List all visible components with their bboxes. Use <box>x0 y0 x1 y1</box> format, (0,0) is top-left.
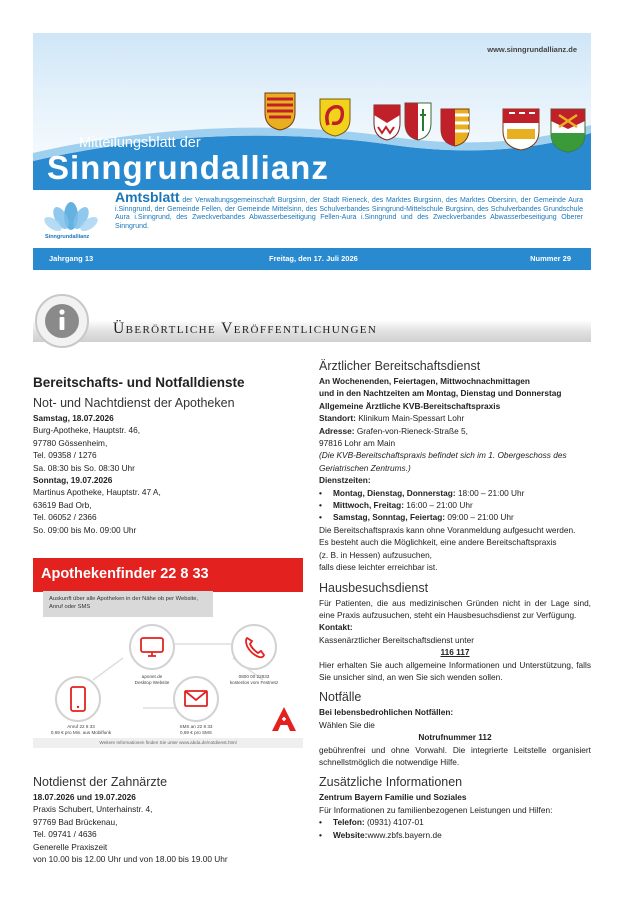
zahnaerzte-line: Praxis Schubert, Unterhainstr. 4, <box>33 804 153 815</box>
amtsblatt-text: der Verwaltungsgemeinschaft Burgsinn, der Stadt Rieneck, des Marktes Burgsinn, des Marktes Obersinn, der Gemeinde Aura i.Sinngrund, der Gemeinde Fellen, der Gemeinde Mittelsinn, des Schulverbandes Sinngrund-Mittelschule Burgsinn, des Schulverbandes Grundschule Aura i.Sinngrund, des Zweckverbandes Abwasserbeseitigung Fellen-Aura i.Sinngrund und des Zweckverbandes Abwasserbeseitigung Oberer Sinngrund. <box>115 197 583 230</box>
hausbesuch-text-2: Hier erhalten Sie auch allgemeine Informationen und Unterstützung, falls Sie unsicher sind, an wen Sie sich wenden sollen. <box>319 659 591 682</box>
zahnaerzte-line: Tel. 09741 / 4636 <box>33 829 97 840</box>
apotheken-heading: Not- und Nachtdienst der Apotheken <box>33 396 235 410</box>
dienstzeit-item: • Mittwoch, Freitag: 16:00 – 21:00 Uhr <box>319 500 473 511</box>
section-title: Überörtliche Veröffentlichungen <box>113 320 378 337</box>
zahnaerzte-line: Generelle Praxiszeit <box>33 841 108 852</box>
crest-1 <box>263 91 297 131</box>
ad-caption: aponet.de Desktop Website <box>134 674 170 685</box>
phone-icon <box>231 624 277 670</box>
arzt-after-line: (z. B. in Hessen) aufzusuchen, <box>319 549 432 560</box>
ad-title: Apothekenfinder 22 8 33 <box>41 566 209 582</box>
notfaelle-bold: Bei lebensbedrohlichen Notfällen: <box>319 707 454 718</box>
apothekenfinder-ad <box>33 558 303 753</box>
notruf-number: Notrufnummer 112 <box>418 732 492 743</box>
arzt-after-line: falls diese leichter erreichbar ist. <box>319 562 438 573</box>
ad-header <box>33 558 303 592</box>
monitor-icon <box>129 624 175 670</box>
kontakt-label: Kontakt: <box>319 622 353 633</box>
crest-3 <box>372 103 402 141</box>
arzt-bold-line: An Wochenenden, Feiertagen, Mittwochnachmittagen <box>319 376 530 386</box>
dienstzeit-item: • Montag, Dienstag, Donnerstag: 18:00 – 21:00 Uhr <box>319 487 525 498</box>
notfaelle-heading: Notfälle <box>319 690 362 705</box>
hausbesuch-heading: Hausbesuchsdienst <box>319 580 429 595</box>
apotheke-2-line: Martinus Apotheke, Hauptstr. 47 A, <box>33 487 161 498</box>
apotheke-1-line: 97780 Gössenheim, <box>33 437 108 448</box>
logo-caption: Sinngrundallianz <box>45 234 90 240</box>
amtsblatt-heading: Amtsblatt <box>115 189 180 205</box>
apotheke-date-1: Samstag, 18.07.2026 <box>33 413 114 423</box>
masthead-title: Sinngrundallianz <box>47 149 329 186</box>
arzt-after-line: Die Bereitschaftspraxis kann ohne Voranmeldung aufgesucht werden. <box>319 524 576 535</box>
ad-description: Auskunft über alle Apotheken in der Nähe ob per Website, Anruf oder SMS <box>43 591 213 617</box>
apotheke-1-line: Tel. 09358 / 1276 <box>33 450 97 461</box>
bereitschaft-number: 116 117 <box>440 647 470 658</box>
website-url: www.sinngrundallianz.de <box>487 45 577 54</box>
zusatz-item: • Telefon: (0931) 4107-01 <box>319 817 424 828</box>
zahnaerzte-line: von 10.00 bis 12.00 Uhr und von 18.00 bis 19.00 Uhr <box>33 854 228 865</box>
apotheke-2-line: Tel. 06052 / 2366 <box>33 512 97 523</box>
ad-footer: Weitere Informationen finden Sie unter www.abda.de/notdienst.html <box>33 738 303 748</box>
ad-caption: Anruf 22 8 33 0,69 € pro Min. aus Mobilfunk <box>50 724 112 735</box>
masthead <box>33 33 591 190</box>
info-icon <box>34 293 90 349</box>
notdienste-heading: Bereitschafts- und Notfalldienste <box>33 375 245 390</box>
amtsblatt-description <box>115 189 583 231</box>
zusatz-heading: Zusätzliche Informationen <box>319 775 463 790</box>
arzt-note: (Die KVB-Bereitschaftspraxis befindet sich im 1. Obergeschoss des Geriatrischen Zentrums.) <box>319 450 567 473</box>
zahnaerzte-line: 97769 Bad Brückenau, <box>33 816 118 827</box>
jahrgang: Jahrgang 13 <box>49 254 94 263</box>
apotheke-1-line: Burg-Apotheke, Hauptstr. 46, <box>33 425 141 436</box>
left-column <box>33 374 303 536</box>
crest-6 <box>501 107 541 151</box>
ad-caption: 0800 00 22833 kostenlos vom Festnetz <box>229 674 279 685</box>
dienstzeit-item: • Samstag, Sonntag, Feiertag: 09:00 – 21:00 Uhr <box>319 512 514 523</box>
zahnaerzte-block <box>33 774 303 865</box>
crest-5 <box>439 107 471 147</box>
envelope-icon <box>173 676 219 722</box>
arzt-adresse: Adresse: Grafen-von-Rieneck-Straße 5, <box>319 425 468 436</box>
arzt-heading: Ärztlicher Bereitschaftsdienst <box>319 359 481 373</box>
dienstzeiten-label: Dienstzeiten: <box>319 475 371 486</box>
notfaelle-text: gebührenfrei und ohne Vorwahl. Die integrierte Leitstelle organisiert schnellstmöglich die notwendige Hilfe. <box>319 744 591 767</box>
notfaelle-line: Wählen Sie die <box>319 719 375 730</box>
right-column <box>319 358 591 841</box>
zahnaerzte-heading: Notdienst der Zahnärzte <box>33 775 168 789</box>
zusatz-text: Für Informationen zu familienbezogenen Leistungen und Hilfen: <box>319 804 553 815</box>
amtsblatt-block <box>33 190 591 246</box>
apotheke-2-line: So. 09:00 bis Mo. 09:00 Uhr <box>33 524 137 535</box>
hausbesuch-text: Für Patienten, die aus medizinischen Gründen nicht in der Lage sind, eine Praxis aufzusuchen, steht ein Hausbesuchsdienst zur Verfügung. <box>319 597 591 620</box>
ad-caption: SMS an 22 8 33 0,69 € pro SMS <box>179 724 213 735</box>
crest-4 <box>403 101 433 141</box>
arzt-ort: 97816 Lohr am Main <box>319 438 396 449</box>
apotheke-2-line: 63619 Bad Orb, <box>33 499 92 510</box>
arzt-bold-line: Allgemeine Ärztliche KVB-Bereitschaftspraxis <box>319 400 501 411</box>
issue-date: Freitag, den 17. Juli 2026 <box>269 254 358 263</box>
apotheke-date-2: Sonntag, 19.07.2026 <box>33 475 113 486</box>
mobile-icon <box>55 676 101 722</box>
issue-info-bar <box>33 248 591 270</box>
crest-2 <box>318 97 352 137</box>
zahnaerzte-date: 18.07.2026 und 19.07.2026 <box>33 792 136 802</box>
issue-number: Nummer 29 <box>530 254 571 263</box>
kontakt-text: Kassenärztlicher Bereitschaftsdienst unter <box>319 634 474 645</box>
apotheke-1-line: Sa. 08:30 bis So. 08:30 Uhr <box>33 462 135 473</box>
arzt-bold-line: und in den Nachtzeiten am Montag, Dienstag und Donnerstag <box>319 388 562 399</box>
arzt-standort: Standort: Klinikum Main-Spessart Lohr <box>319 413 465 424</box>
zusatz-bold: Zentrum Bayern Familie und Soziales <box>319 792 467 803</box>
zusatz-item: • Website:www.zbfs.bayern.de <box>319 829 442 840</box>
masthead-subtitle: Mitteilungsblatt der <box>79 135 201 151</box>
arzt-after-line: Es besteht auch die Möglichkeit, eine andere Bereitschaftspraxis <box>319 537 557 548</box>
crest-7 <box>549 107 587 153</box>
apotheke-a-logo <box>269 704 299 734</box>
